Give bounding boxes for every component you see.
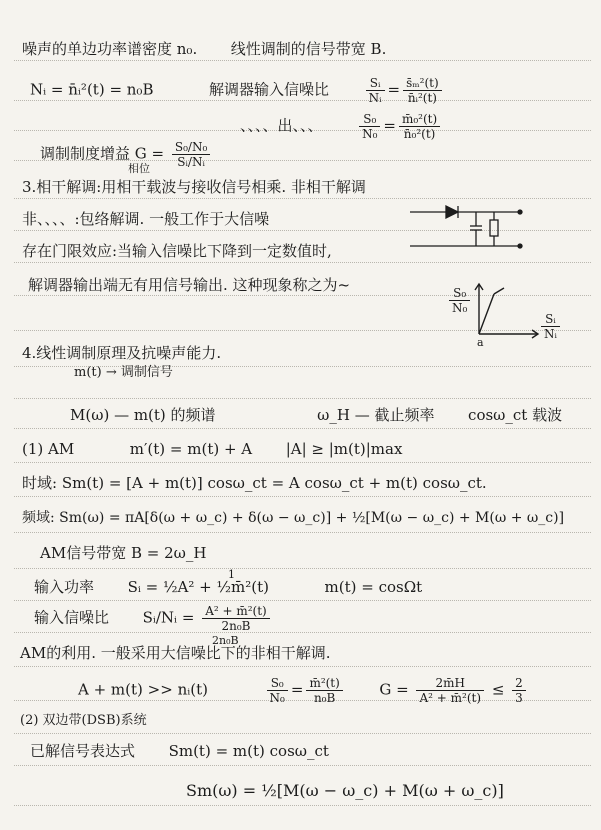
line-envelope-demod: 非、、、、:包络解调. 一般工作于大信噪 [22,210,270,228]
large-snr-condition: A + m(t) >> nᵢ(t) [78,680,208,699]
line-modulation-gain [40,140,213,169]
ruled-line [14,600,591,601]
si-ni-lhs: Sᵢ/Nᵢ = [142,608,195,627]
bandwidth-text: 线性调制的信号带宽 B. [230,40,387,58]
input-snr-label: 解调器输入信噪比 [209,80,330,99]
wh-text: ω_H — 截止频率 [317,406,435,424]
input-power-label: 输入功率 [34,578,95,596]
input-snr-am-label: 输入信噪比 [34,608,110,627]
line-section-4: 4.线性调制原理及抗噪声能力. [22,344,222,362]
line-dsb-expression [30,742,329,760]
line-large-snr: A + m(t) >> nᵢ(t) $\frac{\text{S₀}}{\text{N₀}}$ = $\frac{\text{m̄²(t)}}{\text{n₀B}}$ G = $\frac{2m̄H}{\text{A² + m̄²(t)}}$ ≤ $\frac{2}{3}$ [78,676,529,705]
two-thirds-fraction: $\frac{2}{3}$ [512,676,526,705]
line-noise-psd [22,40,386,58]
mw-text: M(ω) — m(t) 的频谱 [70,406,216,424]
line-spectrum [70,406,562,424]
known-signal-label: 已解信号表达式 [30,742,136,760]
line-threshold-cont: 解调器输出端无有用信号输出. 这种现象称之为~ [28,276,351,294]
ni-formula: Nᵢ = n̄ᵢ²(t) = n₀B [30,80,154,99]
ruled-line [14,428,591,429]
so-no-am-fraction: $\frac{\text{S₀}}{\text{N₀}}$ [267,676,288,705]
above-note-1: 1 [228,568,235,581]
noise-psd-text: 噪声的单边功率谱密度 n₀. [22,40,198,58]
mt-cos-formula: m(t) = cosΩt [324,578,423,596]
carrier-text: cosω_ct 载波 [468,406,563,424]
gain-label: 调制制度增益 G = [40,144,165,163]
line-output-snr: 、、、、出、、、 $\frac{\text{S₀}}{\text{N₀}}$ = $\frac{\text{m̄₀²(t)}}{\text{n̄₀²(t)}}$ [240,112,443,141]
graph-x-label: $\frac{\text{Sᵢ}}{\text{Nᵢ}}$ [538,312,563,341]
line-mt-definition: m(t) → 调制信号 [74,365,173,380]
graph-y-label: $\frac{\text{S₀}}{\text{N₀}}$ [446,286,473,315]
si-ni-fraction: $\frac{\text{Sᵢ}}{\text{Nᵢ}}$ [366,76,385,105]
line-dsb-system: (2) 双边带(DSB)系统 [20,713,147,728]
ruled-line [14,496,591,497]
line-threshold-effect: 存在门限效应:当输入信噪比下降到一定数值时, [22,242,332,260]
am-label: (1) AM [22,440,75,458]
output-snr-label: 、、、、出、、、 [240,116,323,135]
ruled-line [14,462,591,463]
ruled-line [14,60,591,61]
graph-point-label: a [477,336,484,349]
line-freq-domain: 频域: Sm(ω) = πA[δ(ω + ω_c) + δ(ω − ω_c)] + ½[M(ω − ω_c) + M(ω + ω_c)] [22,510,565,526]
so-no-rhs-fraction: $\frac{\text{m̄₀²(t)}}{\text{n̄₀²(t)}}$ [399,112,440,141]
g-am-fraction: $\frac{2m̄H}{\text{A² + m̄²(t)}}$ [416,676,484,705]
so-no-am-rhs-fraction: $\frac{\text{m̄²(t)}}{\text{n₀B}}$ [306,676,342,705]
ruled-line [14,666,591,667]
ruled-line [14,805,591,806]
threshold-graph [474,282,544,340]
mprime-formula: m′(t) = m(t) + A [129,440,253,458]
line-dsb-spectrum: Sm(ω) = ½[M(ω − ω_c) + M(ω + ω_c)] [186,781,504,800]
dsb-time-formula: Sm(t) = m(t) cosω_ct [168,742,329,760]
line-time-domain: 时域: Sm(t) = [A + m(t)] cosω_ct = A cosω_ct + m(t) cosω_ct. [22,474,487,492]
ruled-line [14,765,591,766]
input-snr-am-fraction: $\frac{\text{A² + m̄²(t)}}{\text{2n₀B}}$ [202,604,270,633]
line-input-snr-am [34,604,273,633]
ruled-line [14,262,591,263]
envelope-detector-circuit [410,202,522,256]
g-label: G = [379,680,409,699]
gain-fraction: $\frac{\text{S₀/N₀}}{\text{Sᵢ/Nᵢ}}$ [172,140,210,169]
ruled-line [14,568,591,569]
line-coherent-demod: 3.相干解调:用相干载波与接收信号相乘. 非相干解调 [22,178,366,196]
si-formula: Sᵢ = ½A² + ½m̄²(t) [127,578,269,596]
so-no-fraction: $\frac{\text{S₀}}{\text{N₀}}$ [359,112,380,141]
line-input-power [34,578,422,596]
caret-note: 相位 [128,162,150,175]
above-note-2: 2n₀B [212,634,239,647]
ruled-line [14,198,591,199]
ruled-line [14,733,591,734]
ruled-line [14,398,591,399]
si-ni-rhs-fraction: $\frac{\text{s̄ₘ²(t)}}{\text{n̄ᵢ²(t)}}$ [403,76,442,105]
am-condition: |A| ≥ |m(t)|max [285,440,403,458]
line-am [22,440,402,458]
line-am-use: AM的利用. 一般采用大信噪比下的非相干解调. [20,644,331,662]
ruled-line [14,532,591,533]
line-am-bandwidth: AM信号带宽 B = 2ω_H [40,544,207,562]
line-input-snr: Nᵢ = n̄ᵢ²(t) = n₀B 解调器输入信噪比 $\frac{\text{Sᵢ}}{\text{Nᵢ}}$ = $\frac{\text{s̄ₘ²(t)}}{\text{n̄ᵢ²(t)}}$ [30,76,445,105]
